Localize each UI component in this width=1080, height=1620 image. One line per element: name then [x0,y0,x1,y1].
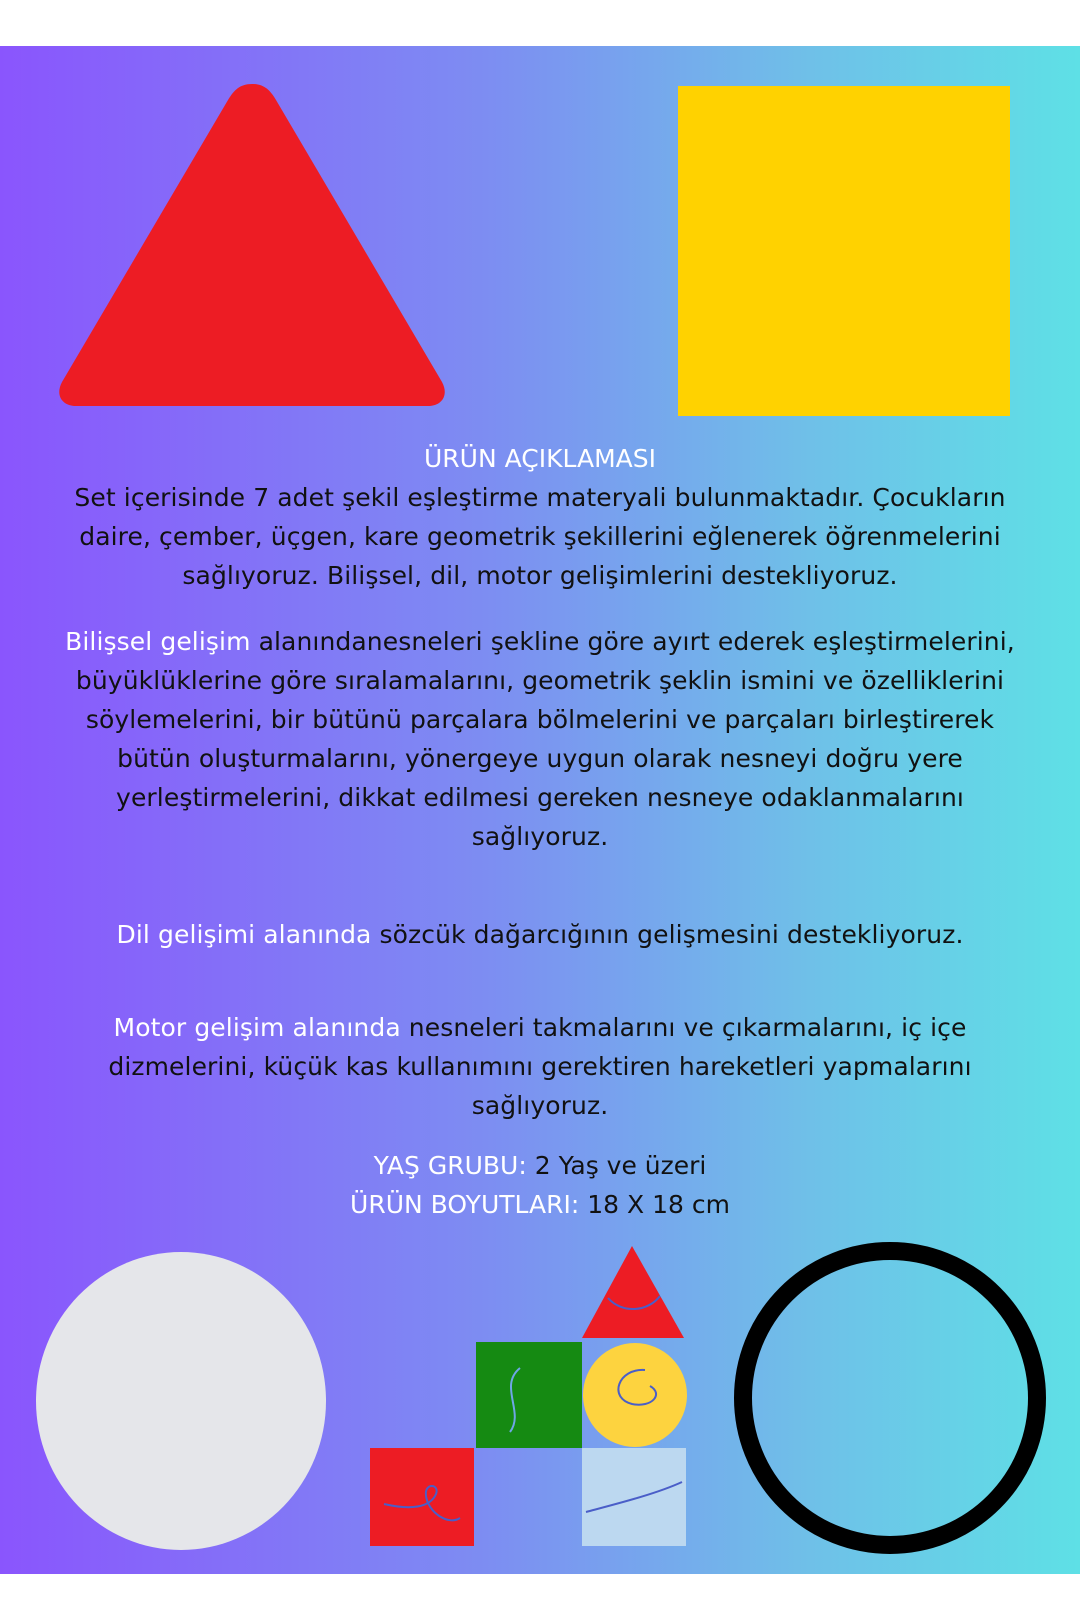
puzzle-red-triangle [582,1246,684,1338]
age-group-value: 2 Yaş ve üzeri [526,1151,707,1180]
age-group-line [0,1146,1080,1185]
product-size-label: ÜRÜN BOYUTLARI: [350,1190,580,1219]
cognitive-paragraph [0,622,1080,856]
motor-line: dizmelerini, küçük kas kullanımını gerektiren hareketleri yapmalarını [108,1052,972,1081]
black-ring [734,1242,1046,1554]
grey-circle [36,1252,326,1550]
product-size-line [0,1185,1080,1224]
section-heading: ÜRÜN AÇIKLAMASI [423,444,657,473]
puzzle-green-square [476,1342,582,1448]
product-poster [0,46,1080,1574]
product-size-value: 18 X 18 cm [579,1190,730,1219]
cognitive-highlight: Bilişsel gelişim [65,627,251,656]
intro-line: daire, çember, üçgen, kare geometrik şekillerini eğlenerek öğrenmelerini [79,522,1001,551]
puzzle-red-square [370,1448,474,1546]
language-paragraph [0,915,1080,954]
cognitive-line: büyüklüklerine göre sıralamalarını, geometrik şeklin ismini ve özelliklerini [75,666,1005,695]
cognitive-line: bütün oluşturmalarını, yönergeye uygun olarak nesneyi doğru yere [117,744,963,773]
intro-paragraph [0,478,1080,595]
cognitive-line: sağlıyoruz. [471,822,609,851]
motor-paragraph [0,1008,1080,1125]
yellow-square [678,86,1010,416]
cognitive-line: yerleştirmelerini, dikkat edilmesi gereken nesneye odaklanmalarını [116,783,964,812]
red-triangle [52,70,452,415]
shape-puzzle-set [360,1236,700,1546]
intro-line: sağlıyoruz. Bilişsel, dil, motor gelişimlerini destekliyoruz. [182,561,898,590]
age-group-label: YAŞ GRUBU: [373,1151,527,1180]
language-line-rest: sözcük dağarcığının gelişmesini destekliyoruz. [371,920,964,949]
puzzle-light-blue-square [582,1448,686,1546]
motor-line: sağlıyoruz. [471,1091,609,1120]
motor-line-rest: nesneleri takmalarını ve çıkarmalarını, iç içe [400,1013,967,1042]
motor-highlight: Motor gelişim alanında [113,1013,401,1042]
puzzle-yellow-circle [583,1343,687,1447]
language-line [0,915,1080,954]
intro-line: Set içerisinde 7 adet şekil eşleştirme materyali bulunmaktadır. Çocukların [74,483,1006,512]
language-highlight: Dil gelişimi alanında [116,920,372,949]
cognitive-line-rest: alanındanesneleri şekline göre ayırt ederek eşleştirmelerini, [250,627,1015,656]
motor-line [0,1008,1080,1047]
cognitive-line: söylemelerini, bir bütünü parçalara bölmelerini ve parçaları birleştirerek [85,705,995,734]
cognitive-line [0,622,1080,661]
